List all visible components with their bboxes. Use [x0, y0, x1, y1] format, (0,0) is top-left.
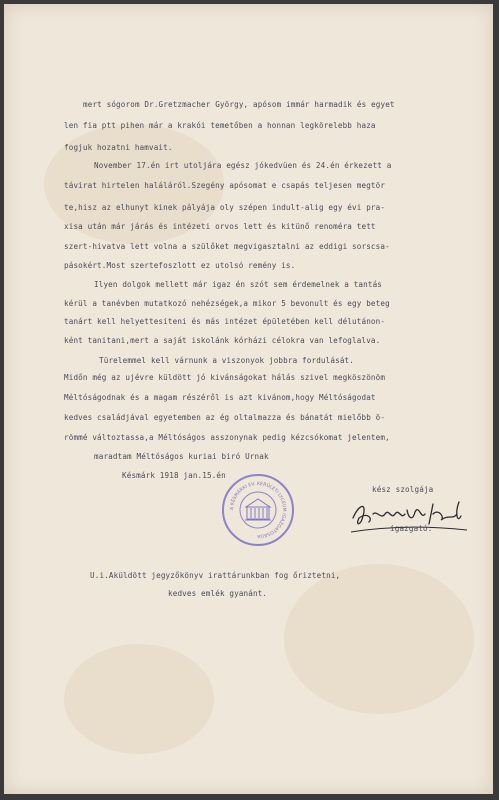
body-line-3: fogjuk hozatni hamvait. — [64, 143, 173, 152]
body-line-14: Türelemmel kell várnunk a viszonyok jobbra fordulását. — [99, 356, 354, 365]
body-line-5: távirat hirtelen haláláról.Szegény apósomat e csapás teljesen megtör — [64, 181, 386, 190]
body-line-18: römmé változtassa,a Méltóságos asszonynak pedig kézcsókomat jelentem, — [64, 433, 390, 442]
closing-text: kész szolgája — [372, 485, 434, 494]
date-line: Késmárk 1918 jan.15.én — [122, 471, 226, 480]
body-line-16: Méltóságodnak és a magam részéről is azt kivánom,hogy Méltóságodat — [64, 393, 376, 402]
postscript-line-1: U.i.Aküldött jegyzőkönyv irattárunkban fog őriztetni, — [90, 571, 341, 580]
body-line-10: Ilyen dolgok mellett már igaz én szót sem érdemelnek a tantás — [94, 280, 383, 289]
building-icon — [245, 499, 271, 520]
postscript-line-2: kedves emlék gyanánt. — [168, 589, 268, 598]
stamp-text: A KÉSMÁRKI EV. KERÜLETI LYCEUM IGAZGATÓSÁGA — [229, 481, 287, 539]
letter-page — [4, 4, 493, 794]
body-line-19: maradtam Méltóságos kuriai biró Urnak — [94, 452, 269, 461]
body-line-12: tanárt kell helyettesiteni és más intézet épületében kell délutánon- — [64, 317, 386, 326]
body-line-11: kérül a tanévben mutatkozó nehézségek,a mikor 5 bevonult és egy beteg — [64, 299, 390, 308]
body-line-8: szert-hivatva lett volna a szülőket megvigasztalni az eddigi sorscsa- — [64, 242, 390, 251]
body-line-6: te,hisz az elhunyt kinek pályája oly szépen indult-alig egy évi pra- — [64, 203, 386, 212]
official-stamp — [222, 474, 294, 546]
svg-text:A KÉSMÁRKI EV. KERÜLETI LYCEUM — [229, 481, 288, 539]
body-line-4: November 17.én irt utoljára egész jókedvüen és 24.én érkezett a — [94, 161, 392, 170]
body-line-9: pásokért.Most szertefoszlott ez utolsó remény is. — [64, 261, 296, 270]
body-line-15: Midőn még az ujévre küldött jó kivánságokat hálás szivel megköszönöm — [64, 373, 386, 382]
body-line-13: ként tanitani,mert a saját iskolánk kórházi célokra van lefoglalva. — [64, 336, 381, 345]
handwritten-signature — [349, 496, 469, 541]
body-line-2: len fia ptt pihen már a krakói temetőben a honnan legkörelebb haza — [64, 121, 376, 130]
body-line-1: mert sógorom Dr.Gretzmacher György, apósom immár harmadik és egyet — [83, 100, 395, 109]
body-line-7: xisa után már járás és intézeti orvos lett és kitünő renoméra tett — [64, 222, 376, 231]
signer-title: igazgató. — [390, 524, 433, 533]
body-line-17: kedves családjával egyetemben az ég oltalmazza és bánatát mielőbb ö- — [64, 413, 386, 422]
